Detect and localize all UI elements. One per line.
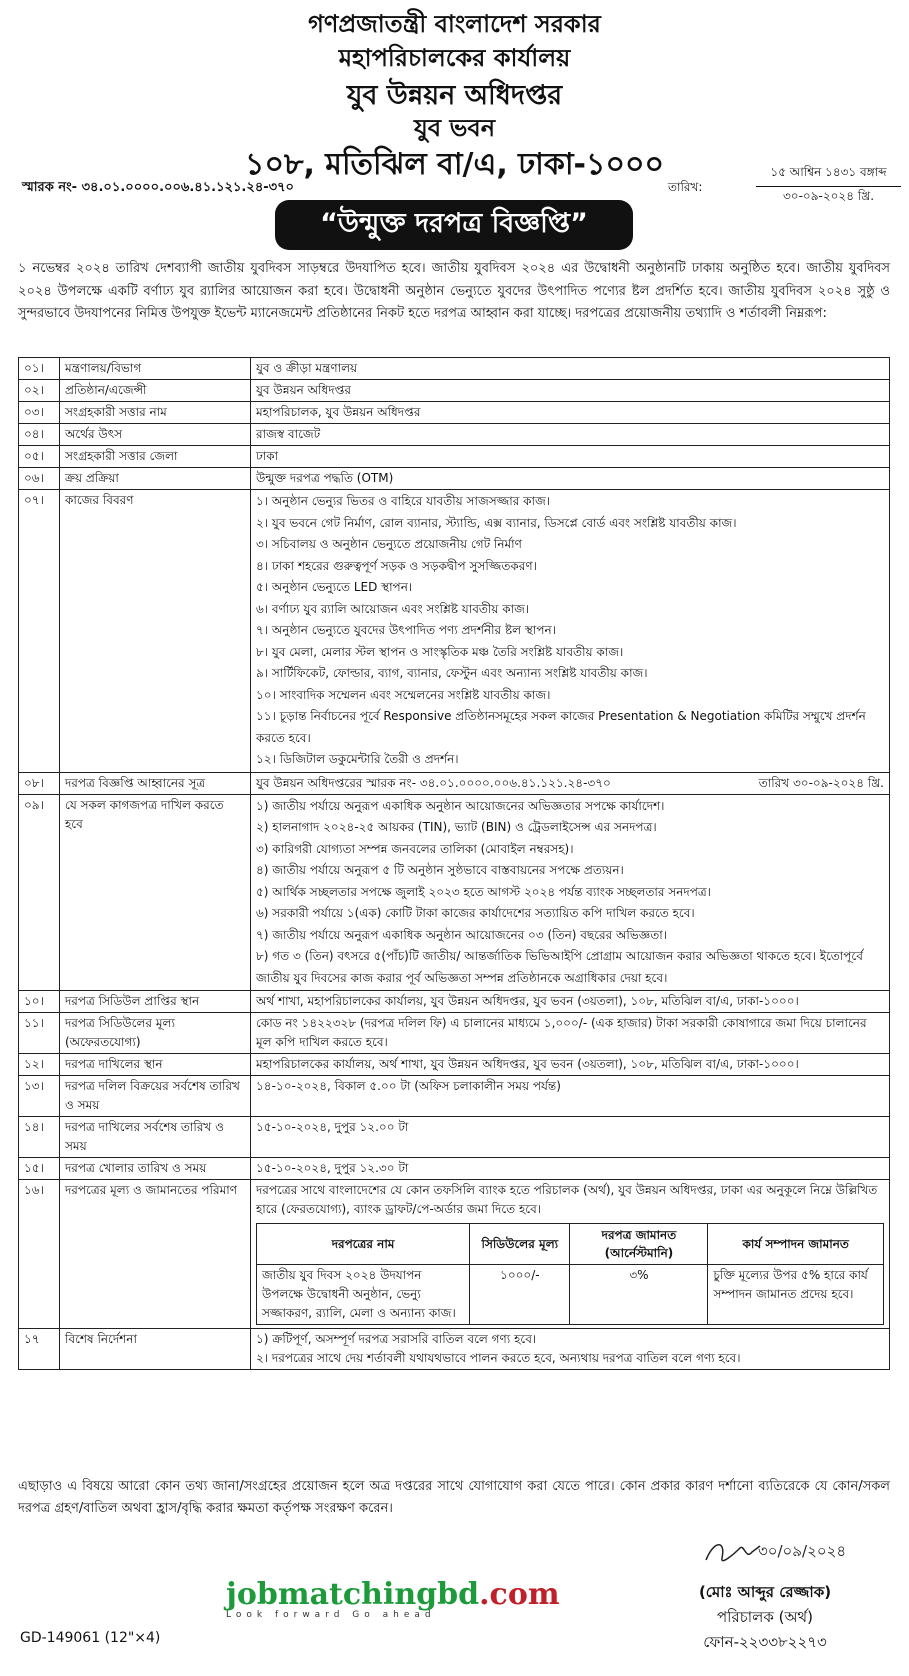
list-item: ২) হালনাগাদ ২০২৪-২৫ আয়কর (TIN), ভ্যাট (BIN) ও ট্রেডলাইসেন্স এর সনদপত্র।: [256, 820, 657, 834]
date-english: ৩০-০৯-২০২৪ খ্রি.: [782, 189, 875, 203]
cell-schedule-price: ১০০০/-: [470, 1265, 570, 1325]
table-row: [19, 1117, 890, 1158]
row-label: সংগ্রহকারী সত্তার জেলা: [60, 446, 251, 468]
signature-date: ৩০/০৯/২০২৪: [758, 1542, 847, 1560]
row-label: মন্ত্রণালয়/বিভাগ: [60, 358, 251, 380]
row-number: ১৫।: [19, 1158, 60, 1180]
watermark-tagline: Look forward Go ahead: [226, 1610, 436, 1620]
reference-date: তারিখ ৩০-০৯-২০২৪ খ্রি.: [758, 775, 884, 790]
special-list: [251, 1329, 890, 1370]
row-number: ১০।: [19, 991, 60, 1013]
row-value: কোড নং ১৪২২৩২৮ (দরপত্র দলিল ফি) এ চালানের মাধ্যমে ১,০০০/- (এক হাজার) টাকা সরকারী কোষাগারে জমা দিয়ে চালানের মূল কপি দাখিল করতে হবে।: [251, 1013, 890, 1054]
date-block: [628, 164, 898, 208]
work-list: [251, 490, 890, 773]
signatory-block: [640, 1580, 890, 1655]
list-item: ৯। সার্টিফিকেট, ফোল্ডার, ব্যাগ, ব্যানার, ফেস্টুন এবং অন্যান্য সংশ্লিষ্ট যাবতীয় কাজ।: [256, 666, 648, 680]
notice-title-banner: “উন্মুক্ত দরপত্র বিজ্ঞপ্তি”: [275, 200, 633, 250]
list-item: ৬। বর্ণাঢ্য যুব র‍্যালি আয়োজন এবং সংশ্লিষ্ট যাবতীয় কাজ।: [256, 601, 530, 616]
row-value: অর্থ শাখা, মহাপরিচালকের কার্যালয়, যুব উন্নয়ন অধিদপ্তর, যুব ভবন (৩য়তলা), ১০৮, মতিঝিল বা/এ, ঢাকা-১০০০।: [251, 991, 890, 1013]
table-row-special: [19, 1329, 890, 1370]
tender-details-table: [18, 357, 890, 1370]
header-performance-security: কার্য সম্পাদন জামানত: [708, 1224, 884, 1265]
closing-paragraph: এছাড়াও এ বিষয়ে আরো কোন তথ্য জানা/সংগ্রহের প্রয়োজন হলে অত্র দপ্তরের সাথে যোগাযোগ করা যেতে পারে। কোন প্রকার কারণ দর্শানো ব্যতিরেকে যে কোন/সকল দরপত্র গ্রহণ/বাতিল অথবা হ্রাস/বৃদ্ধি করার ক্ষমতা কর্তৃপক্ষ সংরক্ষণ করেন।: [18, 1479, 890, 1516]
date-label: তারিখ:: [668, 180, 703, 194]
header-schedule-price: সিডিউলের মূল্য: [470, 1224, 570, 1265]
list-item: ১। অনুষ্ঠান ভেন্যুর ভিতর ও বাহিরে যাবতীয় সাজসজ্জার কাজ।: [256, 494, 551, 508]
signature: [700, 1530, 870, 1574]
security-table-row: [257, 1265, 884, 1325]
list-item: ৪) জাতীয় পর্যায়ে অনুরূপ ৫ টি অনুষ্ঠান সুষ্ঠভাবে বাস্তবায়নের সপক্ষে প্রত্যয়ন।: [256, 863, 624, 877]
list-item: ৩। সচিবালয় ও অনুষ্ঠান ভেন্যুতে প্রয়োজনীয় গেট নির্মাণ: [256, 537, 522, 551]
list-item: ১) ক্রটিপূর্ণ, অসম্পূর্ণ দরপত্র সরাসরি বাতিল বলে গণ্য হবে।: [256, 1332, 537, 1346]
list-item: ১২। ডিজিটাল ডকুমেন্টারি তৈরী ও প্রদর্শন।: [256, 752, 459, 766]
list-item: ১০। সাংবাদিক সম্মেলন এবং সম্মেলনের সংশ্লিষ্ট যাবতীয় কাজ।: [256, 687, 551, 702]
row-number: ০৩।: [19, 402, 60, 424]
list-item: ২। যুব ভবনে গেট নির্মাণ, রোল ব্যানার, স্ট্যান্ডি, এক্স ব্যানার, ডিসপ্লে বোর্ড এবং সংশ্লিষ্ট যাবতীয় কাজ।: [256, 515, 737, 530]
header-line-building: যুব ভবন: [413, 114, 496, 142]
row-value: মহাপরিচালকের কার্যালয়, অর্থ শাখা, যুব উন্নয়ন অধিদপ্তর, যুব ভবন (৩য়তলা), ১০৮, মতিঝিল বা/এ, ঢাকা-১০০০।: [251, 1054, 890, 1076]
row-value: উন্মুক্ত দরপত্র পদ্ধতি (OTM): [251, 468, 890, 490]
signatory-title: পরিচালক (অর্থ): [716, 1608, 814, 1626]
row-value: যুব ও ক্রীড়া মন্ত্রণালয়: [251, 358, 890, 380]
row-number: ০৫।: [19, 446, 60, 468]
table-row: [19, 1158, 890, 1180]
row-label: যে সকল কাগজপত্র দাখিল করতে হবে: [60, 794, 251, 991]
table-row: [19, 1013, 890, 1054]
row-number: ০৭।: [19, 490, 60, 773]
list-item: ৫) আর্থিক সচ্ছলতার সপক্ষে জুলাই ২০২৩ হতে আগস্ট ২০২৪ পর্যন্ত ব্যাংক সচ্ছলতার সনদপত্র।: [256, 884, 711, 899]
header-line-department: যুব উন্নয়ন অধিদপ্তর: [346, 80, 563, 111]
list-item: ৫। অনুষ্ঠান ভেন্যুতে LED স্থাপন।: [256, 580, 413, 594]
row-label: দরপত্র দাখিলের সর্বশেষ তারিখ ও সময়: [60, 1117, 251, 1158]
row-number: ০১।: [19, 358, 60, 380]
gd-code: GD-149061 (12"×4): [20, 1630, 161, 1646]
watermark-logo: [226, 1577, 560, 1620]
list-item: ১) জাতীয় পর্যায়ে অনুরূপ একাধিক অনুষ্ঠান আয়োজনের অভিজ্ঞতার সপক্ষে কার্যাদেশ।: [256, 798, 665, 813]
row-label: বিশেষ নির্দেশনা: [60, 1329, 251, 1370]
list-item: ৬) সরকারী পর্যায়ে ১(এক) কোটি টাকা কাজের কার্যাদেশের সত্যায়িত কপি দাখিল করতে হবে।: [256, 906, 695, 920]
row-number: ১৪।: [19, 1117, 60, 1158]
signatory-phone: ফোন-২২৩৩৮২২৭৩: [703, 1633, 827, 1651]
intro-paragraph: ১ নভেম্বর ২০২৪ তারিখ দেশব্যাপী জাতীয় যুবদিবস সাড়ম্বরে উদযাপিত হবে। জাতীয় যুবদিবস ২০২৪ এর উদ্বোধনী অনুষ্ঠানটি ঢাকায় অনুষ্ঠিত হবে। জাতীয় যুবদিবস ২০২৪ উপলক্ষে একটি বর্ণাঢ্য যুব র‍্যালির আয়োজন করা হবে। উদ্বোধনী অনুষ্ঠান ভেন্যুতে যুবদের উৎপাদিত পণ্যের ষ্টল প্রদর্শিত হবে। জাতীয় যুবদিবস ২০২৪ সুষ্ঠু ও সুন্দরভাবে উদযাপনের নিমিত্ত উপযুক্ত ইভেন্ট ম্যানেজমেন্ট প্রতিষ্ঠানের নিকট হতে দরপত্র আহ্বান করা যাচ্ছে। দরপত্রের প্রয়োজনীয় তথ্যাদি ও শর্তাবলী নিম্নরূপ:: [18, 261, 890, 321]
row-label: প্রতিষ্ঠান/এজেন্সী: [60, 380, 251, 402]
list-item: ৮। যুব মেলা, মেলার স্টল স্থাপন ও সাংস্কৃতিক মঞ্চ তৈরি সংশ্লিষ্ট যাবতীয় কাজ।: [256, 644, 624, 659]
header-line-address: ১০৮, মতিঝিল বা/এ, ঢাকা-১০০০: [245, 147, 664, 182]
row-number: ১৬।: [19, 1180, 60, 1329]
list-item: ৪। ঢাকা শহরের গুরুত্বপূর্ণ সড়ক ও সড়কদ্বীপ সুসজ্জিতকরণ।: [256, 558, 537, 573]
row-number: ১২।: [19, 1054, 60, 1076]
row-label: অর্থের উৎস: [60, 424, 251, 446]
list-item: ১১। চূড়ান্ত নির্বাচনের পূর্বে Responsive প্রতিষ্ঠানসমূহের সকল কাজের Presentation & Negotiation কমিটির সম্মুখে প্রদর্শন করতে হবে।: [256, 709, 866, 745]
row-label: দরপত্র দলিল বিক্রয়ের সর্বশেষ তারিখ ও সময়: [60, 1076, 251, 1117]
table-row: [19, 1076, 890, 1117]
row-number: ০৯।: [19, 794, 60, 991]
watermark-main: jobmatchingbd: [226, 1577, 480, 1612]
table-row: [19, 380, 890, 402]
row-value: [251, 772, 890, 794]
cell-tender-name: জাতীয় যুব দিবস ২০২৪ উদযাপন উপলক্ষে উদ্বোধনী অনুষ্ঠান, ভেন্যু সজ্জাকরণ, র‍্যালি, মেলা ও অন্যান্য কাজ।: [257, 1265, 470, 1325]
watermark-text: [226, 1577, 560, 1612]
row-label: দরপত্র বিজ্ঞপ্তি আহ্বানের সূত্র: [60, 772, 251, 794]
list-item: ৭) জাতীয় পর্যায়ে অনুরূপ একাধিক অনুষ্ঠান আয়োজনের ০৩ (তিন) বছরের অভিজ্ঞতা।: [256, 927, 668, 942]
security-text: দরপত্রের সাথে বাংলাদেশের যে কোন তফসিলি ব্যাংক হতে পরিচালক (অর্থ), যুব উন্নয়ন অধিদপ্তর, ঢাকা এর অনুকূলে নিম্নে উল্লিখিত হারে (ফেরতযোগ্য), ব্যাংক ড্রাফট/পে-অর্ডার জমা দিতে হবে।: [256, 1183, 878, 1216]
table-row-work: [19, 490, 890, 773]
table-row-documents: [19, 794, 890, 991]
row-value: রাজস্ব বাজেট: [251, 424, 890, 446]
row-value: ঢাকা: [251, 446, 890, 468]
row-value: [251, 1180, 890, 1329]
row-number: ০২।: [19, 380, 60, 402]
list-item: ২। দরপত্রের সাথে দেয় শর্তাবলী যথাযথভাবে পালন করতে হবে, অন্যথায় দরপত্র বাতিল বলে গণ্য হবে।: [256, 1351, 741, 1365]
header-line-government: গণপ্রজাতন্ত্রী বাংলাদেশ সরকার: [308, 10, 601, 38]
table-row: [19, 991, 890, 1013]
list-item: ৩) কারিগরী যোগ্যতা সম্পন্ন জনবলের তালিকা (মোবাইল নম্বরসহ)।: [256, 841, 574, 856]
row-number: ১৩।: [19, 1076, 60, 1117]
row-number: ১১।: [19, 1013, 60, 1054]
table-row: [19, 446, 890, 468]
row-label: ক্রয় প্রক্রিয়া: [60, 468, 251, 490]
list-item: ৮) গত ৩ (তিন) বৎসরে ৫(পাঁচ)টি জাতীয়/ আন্তর্জাতিক ভিভিআইপি প্রোগ্রাম আয়োজন করার অভিজ্ঞতা থাকতে হবে। ইতোপূর্বে জাতীয় যুব দিবসের কাজ করার পূর্ব অভিজ্ঞতা সম্পন্ন প্রতিষ্ঠানকে অগ্রাধিকার দেয়া হবে।: [256, 949, 863, 985]
documents-list: [251, 794, 890, 991]
row-label: দরপত্র খোলার তারিখ ও সময়: [60, 1158, 251, 1180]
table-row: [19, 358, 890, 380]
date-bangla: ১৫ আশ্বিন ১৪৩১ বঙ্গাব্দ: [756, 164, 901, 187]
row-label: দরপত্র সিডিউল প্রাপ্তির স্থান: [60, 991, 251, 1013]
table-row: [19, 424, 890, 446]
row-number: ০৮।: [19, 772, 60, 794]
row-value: ১৫-১০-২০২৪, দুপুর ১২.০০ টা: [251, 1117, 890, 1158]
table-row-security: [19, 1180, 890, 1329]
cell-performance-security: চুক্তি মূল্যের উপর ৫% হারে কার্য সম্পাদন জামানত প্রদেয় হবে।: [708, 1265, 884, 1325]
row-number: ০৪।: [19, 424, 60, 446]
security-table: [256, 1223, 884, 1325]
watermark-tld: .com: [479, 1577, 560, 1612]
row-label: দরপত্র সিডিউলের মূল্য (অফেরতযোগ্য): [60, 1013, 251, 1054]
header-line-office: মহাপরিচালকের কার্যালয়: [338, 44, 571, 72]
cell-earnest-money: ৩%: [570, 1265, 708, 1325]
row-value: ১৫-১০-২০২৪, দুপুর ১২.৩০ টা: [251, 1158, 890, 1180]
list-item: ৭। অনুষ্ঠান ভেন্যুতে যুবদের উৎপাদিত পণ্য প্রদর্শনীর ষ্টল স্থাপন।: [256, 623, 556, 637]
row-label: সংগ্রহকারী সত্তার নাম: [60, 402, 251, 424]
table-row: [19, 402, 890, 424]
row-value: যুব উন্নয়ন অধিদপ্তর: [251, 380, 890, 402]
row-value: ১৪-১০-২০২৪, বিকাল ৫.০০ টা (অফিস চলাকালীন সময় পর্যন্ত): [251, 1076, 890, 1117]
row-label: কাজের বিবরণ: [60, 490, 251, 773]
table-row-reference: [19, 772, 890, 794]
signature-scribble-icon: [700, 1530, 870, 1574]
row-number: ১৭: [19, 1329, 60, 1370]
table-row: [19, 1054, 890, 1076]
table-row: [19, 468, 890, 490]
row-label: দরপত্র দাখিলের স্থান: [60, 1054, 251, 1076]
row-number: ০৬।: [19, 468, 60, 490]
row-value: মহাপরিচালক, যুব উন্নয়ন অধিদপ্তর: [251, 402, 890, 424]
header-tender-name: দরপত্রের নাম: [257, 1224, 470, 1265]
reference-memo: যুব উন্নয়ন অধিদপ্তরের স্মারক নং- ৩৪.০১.০০০০.০০৬.৪১.১২১.২৪-৩৭০: [256, 775, 611, 790]
memo-number: স্মারক নং- ৩৪.০১.০০০০.০০৬.৪১.১২১.২৪-৩৭০: [22, 180, 295, 195]
security-table-header: [257, 1224, 884, 1265]
row-label: দরপত্রের মূল্য ও জামানতের পরিমাণ: [60, 1180, 251, 1329]
header-earnest-money: দরপত্র জামানত (আর্নেস্টমানি): [570, 1224, 708, 1265]
signatory-name: (মোঃ আব্দুর রেজ্জাক): [698, 1583, 832, 1601]
